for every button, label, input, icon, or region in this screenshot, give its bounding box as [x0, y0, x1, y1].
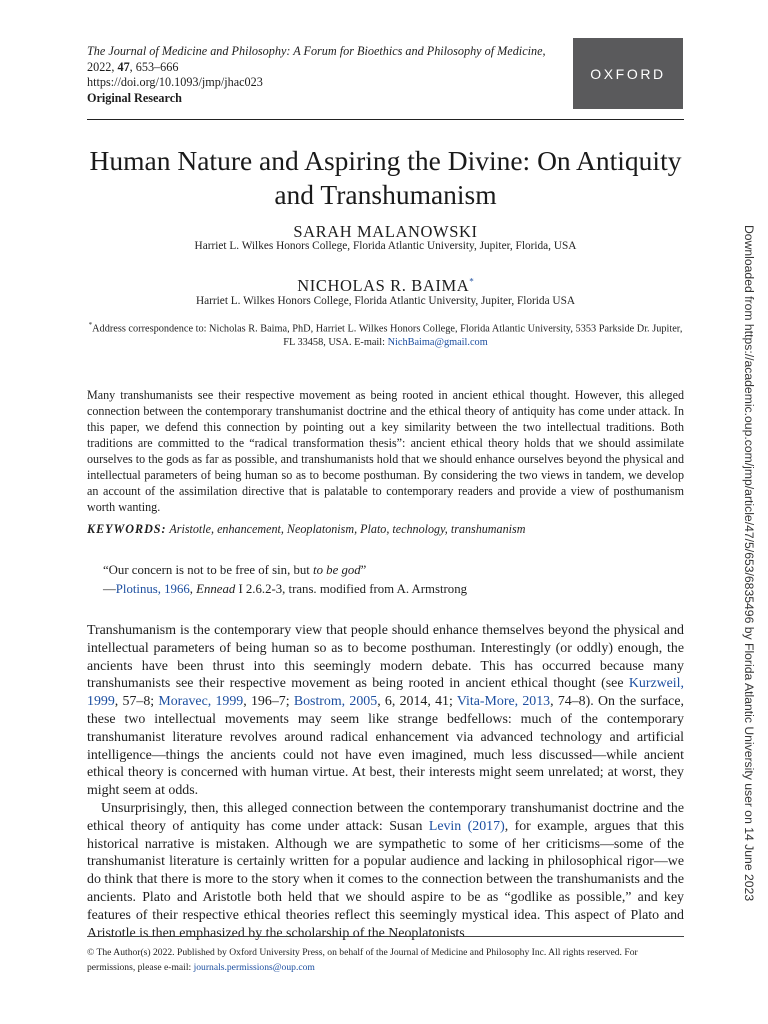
copyright-footer — [87, 945, 684, 975]
author-affiliation: Harriet L. Wilkes Honors College, Florida Atlantic University, Jupiter, Florida USA — [195, 295, 576, 307]
text-run: , 196–7; — [243, 694, 294, 710]
keywords-list: Aristotle, enhancement, Neoplatonism, Plato, technology, transhumanism — [166, 522, 526, 536]
author-name — [87, 276, 684, 296]
page-range: , 653–666 — [129, 59, 179, 74]
paragraph — [87, 622, 684, 800]
copyright-text: © The Author(s) 2022. Published by Oxford University Press, on behalf of the Journal of Medicine and Philosophy Inc. All rights reserved. For permissions, please e-mail: — [87, 947, 638, 973]
permissions-email-link[interactable]: journals.permissions@oup.com — [193, 962, 315, 973]
text-run: , for example, argues that this historical narrative is mistaken. Although we are sympathetic to some of her criticisms—some of the transhumanist literature is certainly written for a popular audience and lacking in philosophical rigor—we do think that there is more to the story when it comes to the connection between the transhumanists and the ancients. Plato and Aristotle both held that we should aspire to be as “godlike as possible,” and key features of their respective ethical theories reflect this seemingly mystical idea. This aspect of Plato and Aristotle is then emphasized by the scholarship of the Neoplatonists — [87, 818, 684, 941]
author-2: NICHOLAS R. BAIMA — [297, 276, 470, 295]
footer-divider — [87, 936, 684, 937]
correspondence-marker[interactable]: * — [469, 276, 474, 287]
reference-link[interactable]: Kurzweil, 1999 — [87, 676, 684, 710]
keywords-label: KEYWORDS: — [87, 522, 167, 536]
citation-work: Ennead — [196, 582, 236, 596]
author-email-link[interactable]: NichBaima@gmail.com — [387, 337, 488, 349]
keywords — [87, 522, 684, 537]
journal-info — [87, 44, 557, 106]
logo-text: OXFORD — [590, 65, 666, 82]
text-run: , 57–8; — [114, 694, 159, 710]
text-run: , 6, 2014, 41; — [377, 694, 457, 710]
year: 2022, — [87, 59, 118, 74]
citation-dash: — — [103, 582, 116, 596]
journal-title: The Journal of Medicine and Philosophy: A Forum for Bioethics and Philosophy of Medicine, — [87, 44, 546, 58]
citation-link[interactable]: Plotinus, 1966 — [115, 582, 190, 596]
oxford-logo — [573, 38, 683, 109]
download-watermark: Downloaded from https://academic.oup.com/jmp/article/47/5/653/6835496 by Florida Atlantic University user on 14 June 2023 — [742, 225, 756, 902]
epigraph — [103, 561, 663, 599]
text-run: Transhumanism is the contemporary view that people should enhance themselves beyond the physical and intellectual parameters of being human so as to become posthuman. Interestingly (or oddly) enough, the ancients have been thrust into this seemingly modern debate. This has occurred because many transhumanists see their respective movement as being rooted in ancient ethical thought (see — [87, 623, 684, 692]
reference-link[interactable]: Vita-More, 2013 — [456, 694, 551, 710]
doi-link[interactable]: https://doi.org/10.1093/jmp/jhac023 — [87, 75, 263, 90]
author-affiliation: Harriet L. Wilkes Honors College, Florida Atlantic University, Jupiter, Florida, USA — [194, 240, 577, 252]
citation-rest: I 2.6.2-3, trans. modified from A. Armstrong — [235, 582, 467, 596]
quote-text: “Our concern is not to be free of sin, but — [103, 563, 314, 577]
volume-line — [87, 60, 557, 76]
quote-close: ” — [360, 563, 367, 577]
quote-emphasis: to be god — [313, 563, 361, 577]
header-divider — [87, 119, 684, 120]
reference-link[interactable]: Levin (2017) — [428, 818, 505, 834]
correspondence-text: Address correspondence to: Nicholas R. Baima, PhD, Harriet L. Wilkes Honors College, Florida Atlantic University, 5353 Parkside Dr. Jupiter, FL 33458, USA. E-mail: — [92, 323, 683, 349]
correspondence-footnote-mark: * — [88, 321, 93, 329]
author-1: SARAH MALANOWSKI — [293, 222, 478, 241]
volume-number: 47 — [117, 59, 130, 74]
epigraph-quote — [103, 561, 663, 580]
text-run: Unsurprisingly, then, this alleged connection between the contemporary transhumanist doctrine and the ethical theory of antiquity has come under attack: Susan — [87, 800, 684, 834]
article-type: Original Research — [87, 90, 182, 105]
citation-separator: , — [189, 582, 197, 596]
abstract: Many transhumanists see their respective movement as being rooted in ancient ethical thought. However, this alleged connection between the contemporary transhumanist doctrine and the ethical theory of antiquity has come under attack. In this paper, we defend this connection by pointing out a key similarity between the two intellectual traditions. Both traditions are committed to the “radical transformation thesis”: ancient ethical theory holds that we should assimilate ourselves to the gods as far as possible, and transhumanists hold that we should enhance ourselves beyond the physical and intellectual parameters of being human so as to become posthuman. By considering the two views in tandem, we develop an account of the assimilation directive that is palatable to contemporary readers and provide a view of posthumanism worth wanting. — [87, 388, 684, 514]
body-text — [87, 622, 684, 942]
reference-link[interactable]: Moravec, 1999 — [158, 694, 244, 710]
author-name — [87, 222, 684, 242]
correspondence-note — [87, 318, 684, 350]
article-title: Human Nature and Aspiring the Divine: On Antiquity and Transhumanism — [89, 145, 682, 210]
reference-link[interactable]: Bostrom, 2005 — [293, 694, 378, 710]
paragraph — [87, 800, 684, 942]
epigraph-citation — [103, 580, 663, 599]
text-run: , 74–8). On the surface, these two intellectual movements may seem like strange bedfellows: much of the contemporary transhumanist literature revolves around radical enhancement via advanced technology and artificial intelligence—things the ancients could not have even imagined, much less discussed—while ancient ethical theory is concerned with human virtue. At best, their interests might seem unrelated; at worst, they might seem at odds. — [87, 694, 684, 799]
